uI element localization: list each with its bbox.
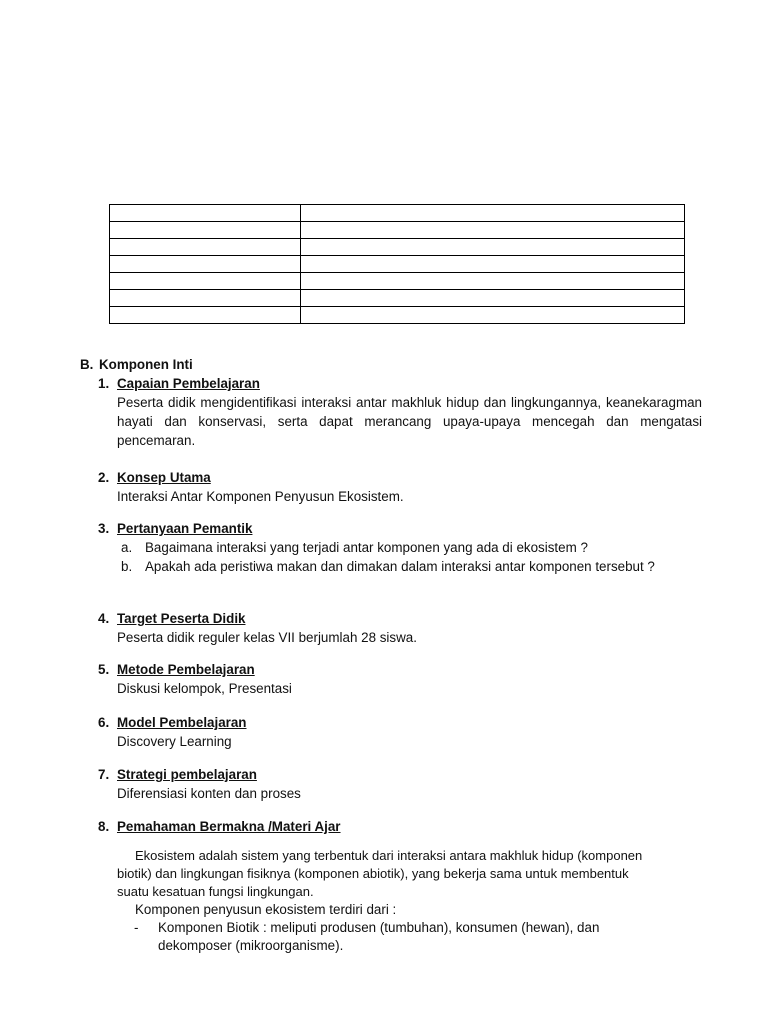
section-title: Komponen Inti — [99, 357, 193, 372]
table-cell — [110, 205, 301, 222]
item-number: 8. — [98, 819, 110, 834]
paragraph-line: suatu kesatuan fungsi lingkungan. — [117, 884, 314, 899]
item-body: Diskusi kelompok, Presentasi — [117, 681, 292, 696]
table-cell — [110, 290, 301, 307]
subitem-label: b. — [121, 559, 133, 574]
item-body: Discovery Learning — [117, 734, 232, 749]
table-row — [110, 290, 685, 307]
table-cell — [301, 290, 685, 307]
table-cell — [301, 222, 685, 239]
blank-table — [109, 204, 685, 324]
item-heading: Konsep Utama — [117, 470, 211, 485]
table-cell — [110, 273, 301, 290]
item-number: 2. — [98, 470, 110, 485]
table-cell — [110, 222, 301, 239]
table-cell — [301, 239, 685, 256]
item-heading: Strategi pembelajaran — [117, 767, 257, 782]
table-row — [110, 239, 685, 256]
table-cell — [301, 205, 685, 222]
item-heading: Pemahaman Bermakna /Materi Ajar — [117, 819, 341, 834]
table-row — [110, 222, 685, 239]
bullet-line: Komponen Biotik : meliputi produsen (tumbuhan), konsumen (hewan), dan — [158, 920, 600, 935]
item-number: 6. — [98, 715, 110, 730]
table-row — [110, 307, 685, 324]
table-cell — [301, 307, 685, 324]
table-cell — [301, 256, 685, 273]
table-cell — [110, 239, 301, 256]
section-letter: B. — [80, 357, 94, 372]
table-cell — [301, 273, 685, 290]
table-cell — [110, 256, 301, 273]
bullet-line: dekomposer (mikroorganisme). — [158, 938, 344, 953]
item-number: 3. — [98, 521, 110, 536]
intro-line: Komponen penyusun ekosistem terdiri dari : — [135, 902, 397, 917]
table-row — [110, 205, 685, 222]
item-heading: Pertanyaan Pemantik — [117, 521, 253, 536]
item-number: 1. — [98, 376, 110, 391]
item-body: Peserta didik mengidentifikasi interaksi antar makhluk hidup dan lingkungannya, keanekaragman hayati dan konservasi, serta dapat merancang upaya-upaya mencegah dan mengatasi pencemaran. — [117, 395, 702, 448]
subitem-label: a. — [121, 540, 133, 555]
item-heading: Target Peserta Didik — [117, 611, 246, 626]
item-number: 5. — [98, 662, 110, 677]
paragraph-line: Ekosistem adalah sistem yang terbentuk dari interaksi antara makhluk hidup (komponen — [135, 848, 643, 863]
subitem-text: Apakah ada peristiwa makan dan dimakan dalam interaksi antar komponen tersebut ? — [145, 559, 655, 574]
bullet-mark: - — [134, 920, 139, 935]
subitem-text: Bagaimana interaksi yang terjadi antar komponen yang ada di ekosistem ? — [145, 540, 588, 555]
item-body: Peserta didik reguler kelas VII berjumlah 28 siswa. — [117, 630, 417, 645]
table-row — [110, 256, 685, 273]
table-cell — [110, 307, 301, 324]
item-number: 7. — [98, 767, 110, 782]
item-heading: Model Pembelajaran — [117, 715, 247, 730]
item-body: Diferensiasi konten dan proses — [117, 786, 301, 801]
table-row — [110, 273, 685, 290]
item-heading: Metode Pembelajaran — [117, 662, 255, 677]
item-number: 4. — [98, 611, 110, 626]
paragraph-line: biotik) dan lingkungan fisiknya (komponen abiotik), yang bekerja sama untuk membentuk — [117, 866, 629, 881]
item-body: Interaksi Antar Komponen Penyusun Ekosistem. — [117, 489, 404, 504]
item-heading: Capaian Pembelajaran — [117, 376, 260, 391]
